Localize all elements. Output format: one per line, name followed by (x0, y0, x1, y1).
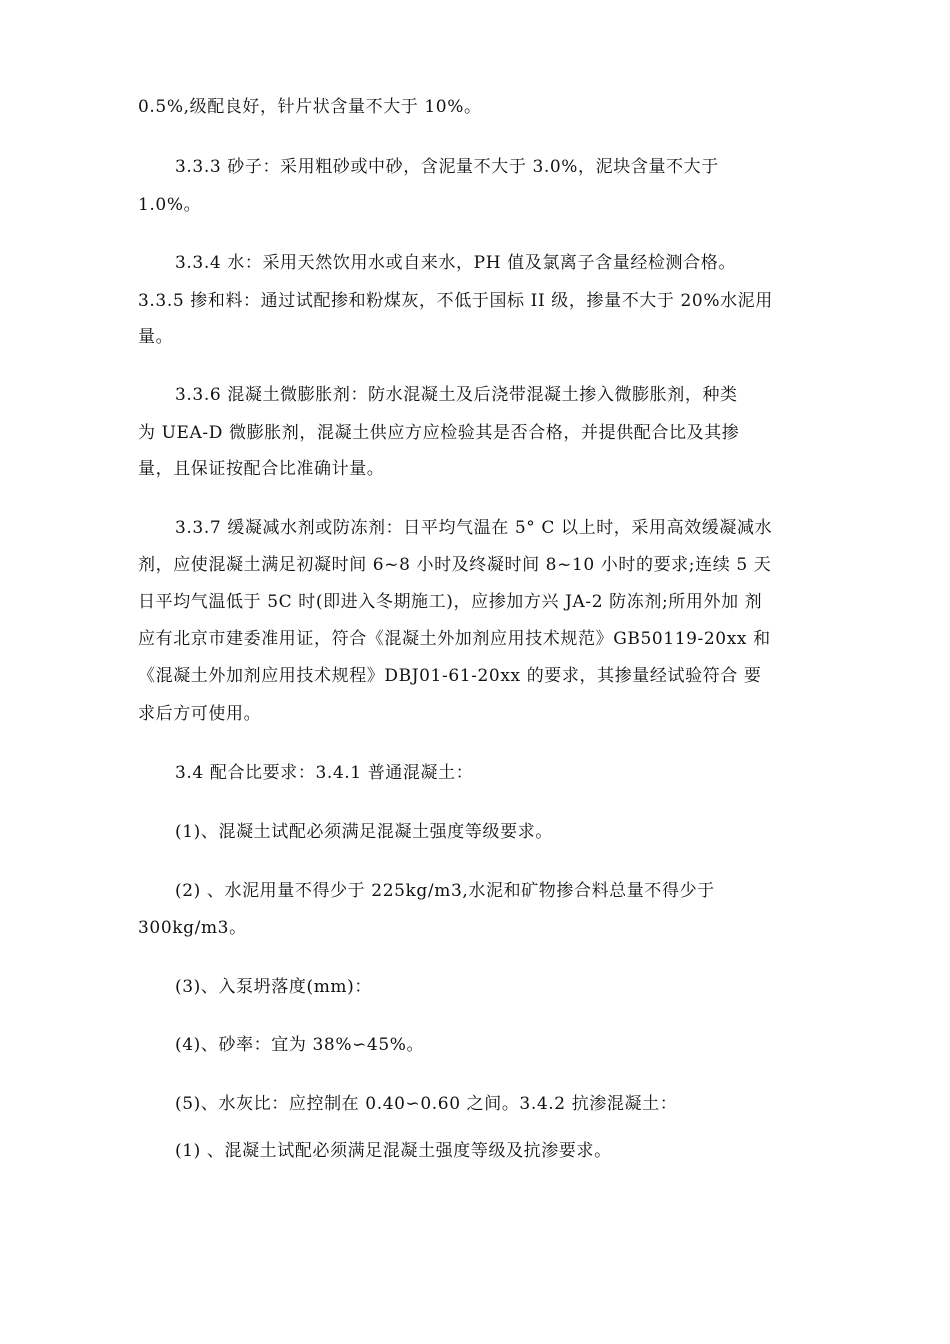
text-line: 求后方可使用。 (138, 704, 262, 724)
text-line: 0.5%,级配良好，针片状含量不大于 10%。 (138, 97, 482, 117)
text-line: (1) 、混凝土试配必须满足混凝土强度等级及抗渗要求。 (175, 1141, 612, 1161)
text-line: 3.3.6 混凝土微膨胀剂：防水混凝土及后浇带混凝土掺入微膨胀剂，种类 (175, 385, 738, 405)
text-line: 剂，应使混凝土满足初凝时间 6~8 小时及终凝时间 8~10 小时的要求;连续 5 天 (138, 555, 772, 575)
text-line: 量，且保证按配合比准确计量。 (138, 459, 385, 479)
text-line: (5)、水灰比：应控制在 0.40∽0.60 之间。3.4.2 抗渗混凝土： (175, 1094, 678, 1114)
text-line: 1.0%。 (138, 195, 202, 215)
text-line: 日平均气温低于 5C 时(即进入冬期施工)，应掺加方兴 JA-2 防冻剂;所用外加 剂 (138, 592, 763, 612)
text-line: (1)、混凝土试配必须满足混凝土强度等级要求。 (175, 822, 553, 842)
text-line: 3.3.4 水：采用天然饮用水或自来水，PH 值及氯离子含量经检测合格。 (175, 253, 736, 273)
text-line: (3)、入泵坍落度(mm)： (175, 977, 372, 997)
text-line: 《混凝土外加剂应用技术规程》DBJ01-61-20xx 的要求，其掺量经试验符合 要 (138, 666, 762, 686)
text-line: 3.3.3 砂子：采用粗砂或中砂，含泥量不大于 3.0%，泥块含量不大于 (175, 157, 719, 177)
text-line: (2) 、水泥用量不得少于 225kg/m3,水泥和矿物掺合料总量不得少于 (175, 881, 715, 901)
text-line: 为 UEA-D 微膨胀剂，混凝土供应方应检验其是否合格，并提供配合比及其掺 (138, 423, 740, 443)
text-line: (4)、砂率：宜为 38%∽45%。 (175, 1035, 425, 1055)
text-line: 3.3.7 缓凝减水剂或防冻剂：日平均气温在 5° C 以上时，采用高效缓凝减水 (175, 518, 773, 538)
text-line: 应有北京市建委准用证，符合《混凝土外加剂应用技术规范》GB50119-20xx 和 (138, 629, 771, 649)
text-line: 3.4 配合比要求：3.4.1 普通混凝土： (175, 763, 474, 783)
text-line: 300kg/m3。 (138, 918, 247, 938)
text-line: 量。 (138, 327, 174, 347)
text-line: 3.3.5 掺和料：通过试配掺和粉煤灰，不低于国标 II 级，掺量不大于 20%水泥用 (138, 291, 773, 311)
